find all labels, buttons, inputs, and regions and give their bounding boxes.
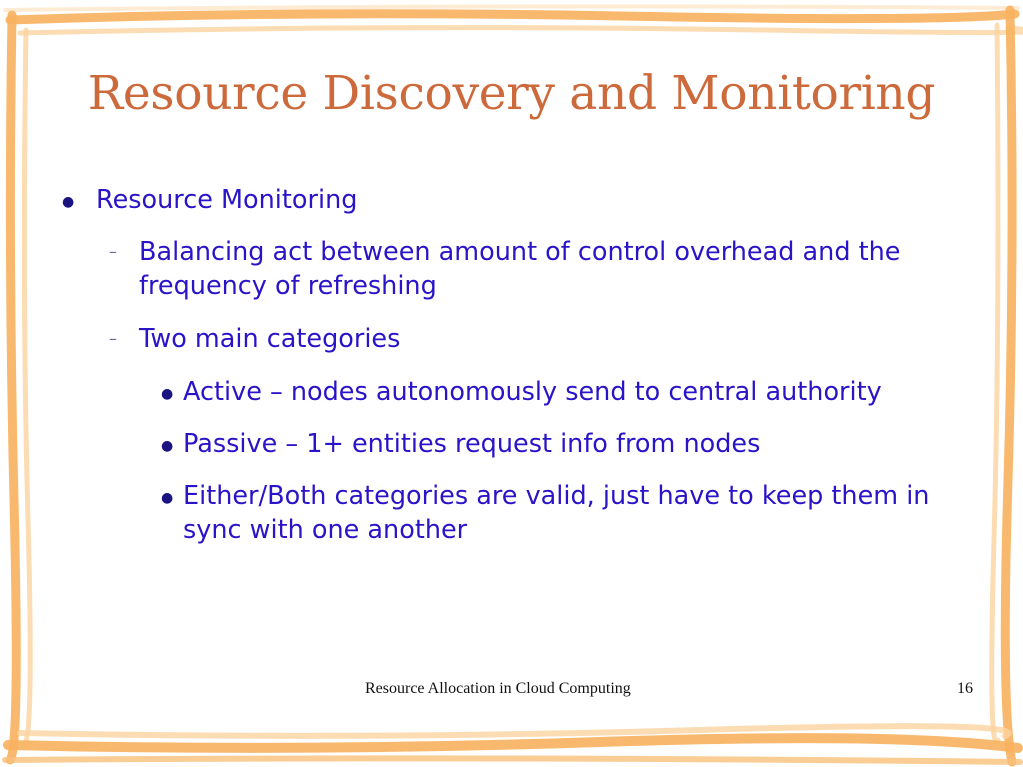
bullet-text: Passive – 1+ entities request info from nodes xyxy=(183,429,761,459)
bullet-text: Active – nodes autonomously send to central authority xyxy=(183,377,882,407)
round-bullet-icon: ● xyxy=(161,438,174,454)
bullet-item xyxy=(62,183,956,217)
bullet-text: Balancing act between amount of control overhead and the frequency of refreshing xyxy=(139,237,901,301)
footer-text: Resource Allocation in Cloud Computing xyxy=(365,680,631,697)
bullet-text: Resource Monitoring xyxy=(96,185,358,215)
round-bullet-icon: ● xyxy=(161,386,174,402)
dash-bullet-icon: – xyxy=(109,242,117,261)
bullet-item xyxy=(161,479,953,547)
page-number: 16 xyxy=(957,680,973,697)
bullet-text: Two main categories xyxy=(139,324,401,354)
round-bullet-icon: ● xyxy=(62,194,75,210)
round-bullet-icon: ● xyxy=(161,490,174,506)
bullet-item xyxy=(161,375,973,409)
dash-bullet-icon: – xyxy=(109,329,117,348)
slide-title: Resource Discovery and Monitoring xyxy=(87,66,936,121)
bullet-item xyxy=(161,427,973,461)
bullet-item xyxy=(109,322,969,356)
bullet-item xyxy=(109,235,969,303)
bullet-text: Either/Both categories are valid, just have to keep them in sync with one another xyxy=(183,481,930,545)
